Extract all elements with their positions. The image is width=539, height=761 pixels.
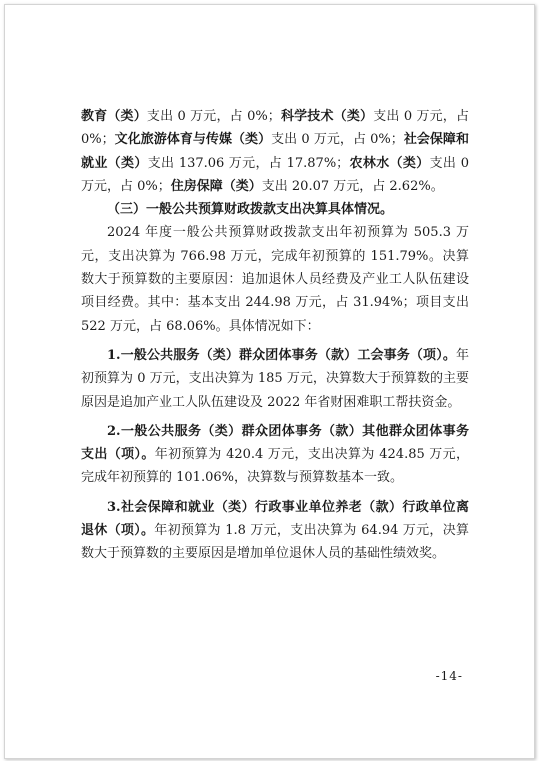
category-label: 文化旅游体育与传媒（类）: [114, 132, 272, 148]
category-value: 支出 20.07 万元，占 2.62%。: [261, 178, 444, 194]
detail-item-title: 3.社会保障和就业（类）行政事业单位养老（款）行政单位离退休（项）。: [81, 499, 469, 539]
category-value: 支出 0 万元，占 0%；: [81, 155, 469, 194]
category-label: 住房保障（类）: [170, 178, 262, 194]
detail-item-title: 2.一般公共服务（类）群众团体事务（款）其他群众团体事务支出（项）。: [81, 423, 469, 463]
page-number: -14-: [435, 669, 463, 683]
detail-item-text: 年初预算为 0 万元，支出决算为 185 万元，决算数大于预算数的主要原因是追加产业工人队伍建设及 2022 年省财困难职工帮扶资金。: [81, 347, 469, 410]
category-value: 支出 0 万元，占 0%；: [146, 109, 281, 124]
document-page: [4, 4, 535, 759]
budget-overview-paragraph: 2024 年度一般公共预算财政拨款支出年初预算为 505.3 万元，支出决算为 766.98 万元，完成年初预算的 151.79%。决算数大于预算数的主要原因：追加退休人员经费及产业工人队伍建设项目经费。其中：基本支出 244.98 万元，占 31.94%；项目支出 522 万元，占 68.06%。具体情况如下：: [81, 225, 469, 334]
category-summary-paragraph: [81, 105, 469, 198]
detail-item-title: 1.一般公共服务（类）群众团体事务（款）工会事务（项）。: [107, 347, 456, 363]
category-value: 支出 0 万元，占 0%；: [81, 109, 469, 148]
category-label: 科学技术（类）: [280, 109, 374, 124]
category-label: 农林水（类）: [349, 155, 430, 171]
category-value: 支出 137.06 万元，占 17.87%；: [147, 155, 350, 171]
detail-item-3: [81, 496, 469, 566]
detail-item-text: 年初预算为 1.8 万元，支出决算为 64.94 万元，决算数大于预算数的主要原因是增加单位退休人员的基础性绩效奖。: [81, 523, 469, 562]
section-heading: （三）一般公共预算财政拨款支出决算具体情况。: [107, 202, 394, 218]
category-label: 教育（类）: [81, 109, 147, 124]
category-value: 支出 0 万元，占 0%；: [271, 132, 404, 148]
detail-item-1: [81, 344, 469, 414]
page-content: [81, 105, 469, 566]
detail-item-text: 年初预算为 420.4 万元，支出决算为 424.85 万元，完成年初预算的 101.06%，决算数与预算数基本一致。: [81, 447, 469, 486]
detail-item-2: [81, 420, 469, 490]
category-label: 社会保障和就业（类）: [81, 132, 469, 171]
